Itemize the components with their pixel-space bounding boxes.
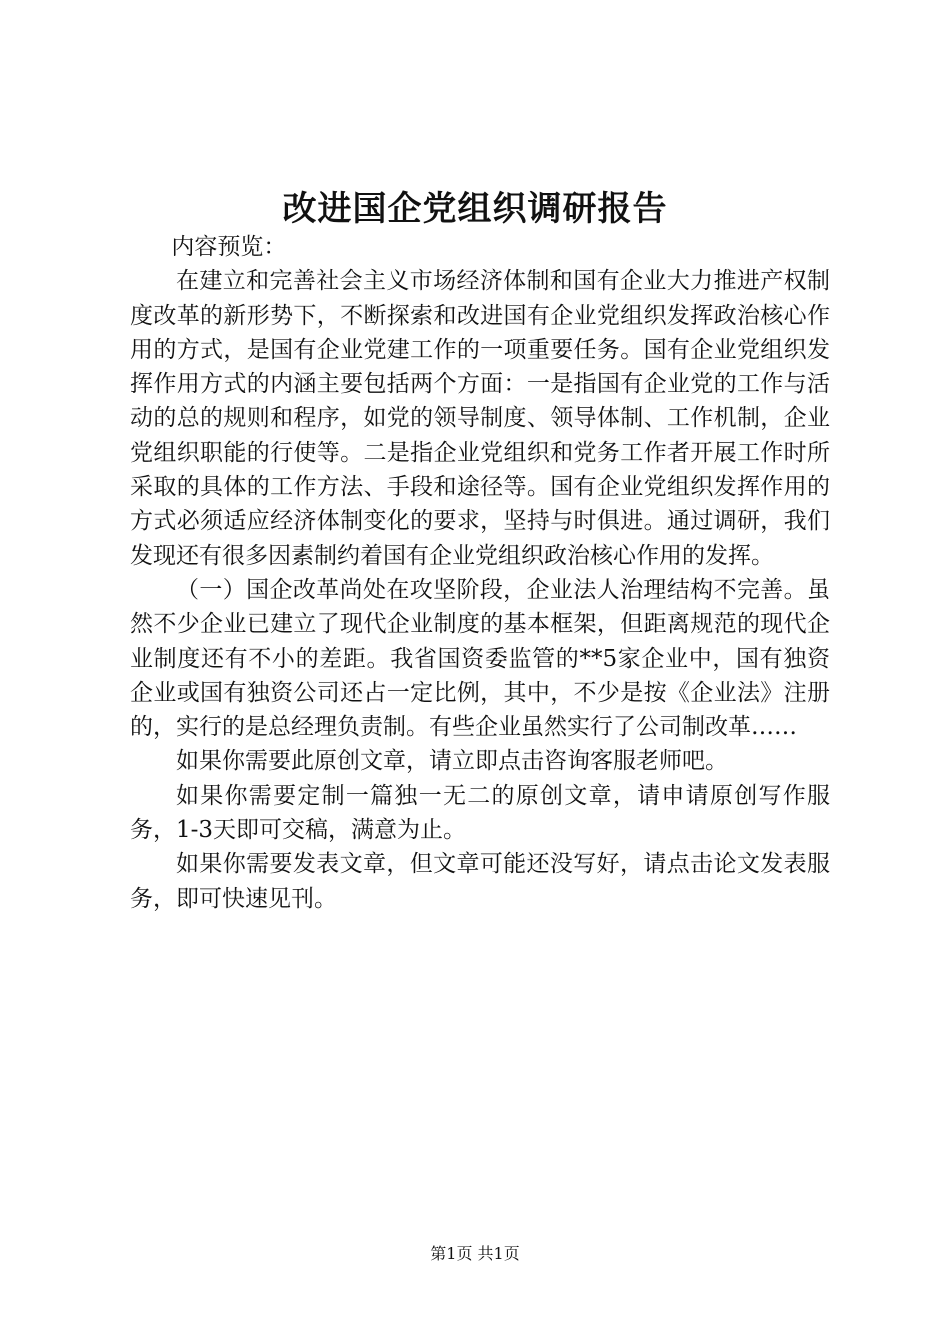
paragraph-section-one: （一）国企改革尚处在攻坚阶段，企业法人治理结构不完善。虽然不少企业已建立了现代企业制度的基本框架，但距离规范的现代企业制度还有不小的差距。我省国资委监管的**5家企业中，国有独资企业或国有独资公司还占一定比例，其中，不少是按《企业法》注册的，实行的是总经理负责制。有些企业虽然实行了公司制改革…… xyxy=(130,576,830,741)
page-footer: 第1页 共1页 xyxy=(430,1244,520,1263)
paragraph-intro: 在建立和完善社会主义市场经济体制和国有企业大力推进产权制度改革的新形势下，不断探索和改进国有企业党组织发挥政治核心作用的方式，是国有企业党建工作的一项重要任务。国有企业党组织发挥作用方式的内涵主要包括两个方面：一是指国有企业党的工作与活动的总的规则和程序，如党的领导制度、领导体制、工作机制，企业党组织职能的行使等。二是指企业党组织和党务工作者开展工作时所采取的具体的工作方法、手段和途径等。国有企业党组织发挥作用的方式必须适应经济体制变化的要求，坚持与时俱进。通过调研，我们发现还有很多因素制约着国有企业党组织政治核心作用的发挥。 xyxy=(130,268,830,569)
paragraph-publishing-link[interactable]: 如果你需要发表文章，但文章可能还没写好，请点击论文发表服务，即可快速见刊。 xyxy=(130,851,830,912)
document-title: 改进国企党组织调研报告 xyxy=(282,189,668,229)
preview-label: 内容预览： xyxy=(171,234,287,260)
document-body xyxy=(130,230,830,916)
paragraph-custom-writing-link[interactable]: 如果你需要定制一篇独一无二的原创文章，请申请原创写作服务，1-3天即可交稿，满意为止。 xyxy=(130,782,830,844)
paragraph-consult-link[interactable]: 如果你需要此原创文章，请立即点击咨询客服老师吧。 xyxy=(176,748,728,775)
